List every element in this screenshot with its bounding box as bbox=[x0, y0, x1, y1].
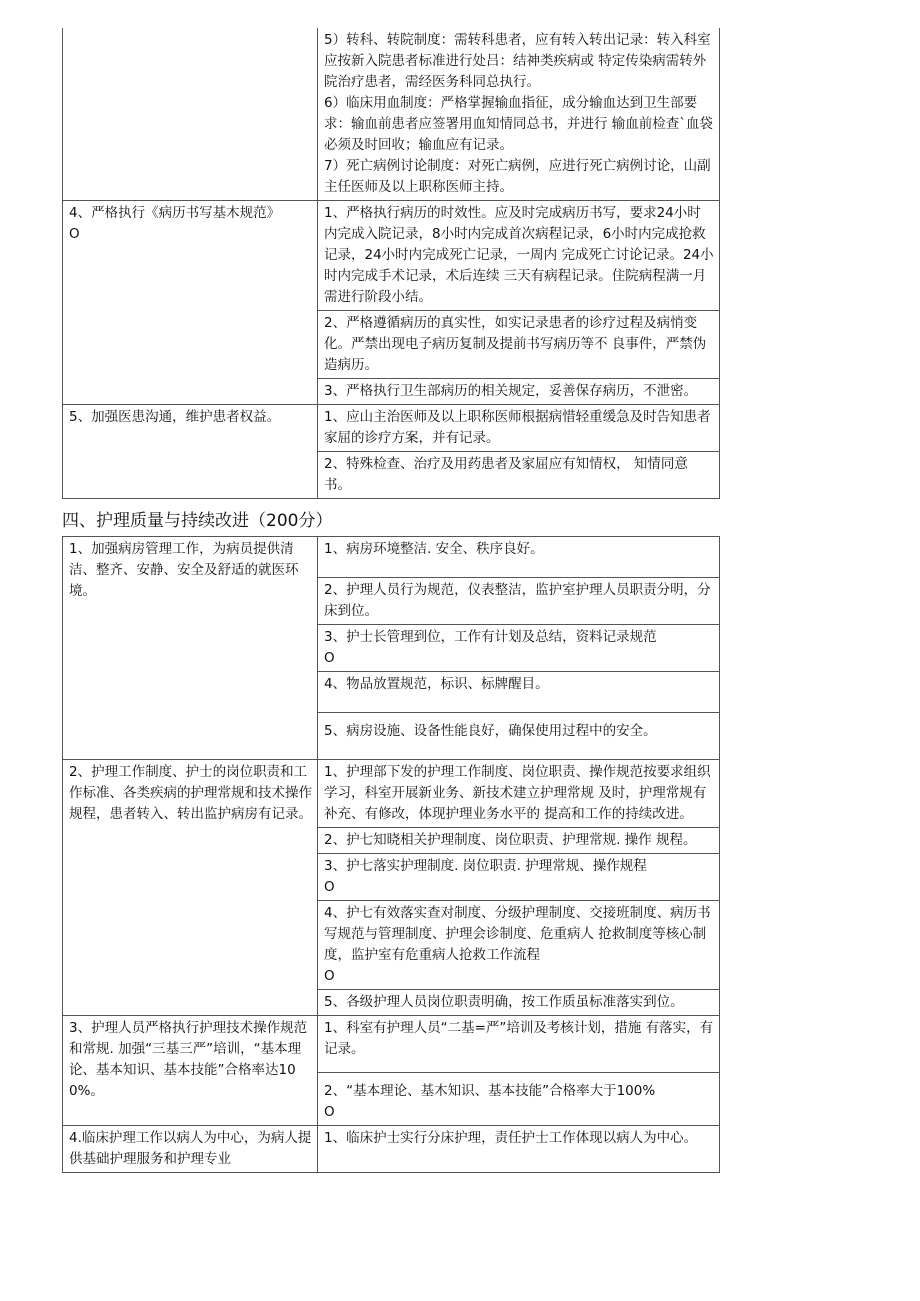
criterion-cell bbox=[63, 28, 318, 201]
detail-cell: 1、科室有护理人员“二基=严”培训及考核计划，措施 有落实，有记录。 bbox=[318, 1016, 720, 1073]
detail-cell: 1、临床护士实行分床护理，责任护士工作体现以病人为中心。 bbox=[318, 1126, 720, 1173]
evaluation-table-lower bbox=[62, 536, 720, 1173]
detail-cell: 3、护七落实护理制度. 岗位职责. 护理常规、操作规程 O bbox=[318, 854, 720, 901]
detail-cell: 4、物品放置规范，标识、标牌醒目。 bbox=[318, 672, 720, 713]
criterion-cell: 1、加强病房管理工作，为病员提供清洁、整齐、安静、安全及舒适的就医环境。 bbox=[63, 537, 318, 760]
criterion-cell: 4.临床护理工作以病人为中心，为病人提供基础护理服务和护理专业 bbox=[63, 1126, 318, 1173]
table-row bbox=[63, 201, 720, 311]
detail-cell: 2、“基本理论、基木知识、基本技能”合格率大于100% O bbox=[318, 1073, 720, 1126]
detail-cell: 5）转科、转院制度：需转科患者，应有转入转出记录：转入科室应按新入院患者标准进行处吕：结神类疾病或 特定传染病需转外院治疗患者，需经医务科同总执行。 6）临床用血制度：严格掌握输血指征，成分输血达到卫生部要求：输血前患者应签署用血知情同总书，并进行 输血前检查`血袋必须及时回收；输血应有记录。 7）死亡病例讨论制度：对死亡病例，应进行死亡病例讨论，山副主任医师及以上职称医师主持。 bbox=[318, 28, 720, 201]
table-row bbox=[63, 1126, 720, 1173]
detail-cell: 2、特殊检查、治疗及用药患者及家屈应有知情权， 知情同意书。 bbox=[318, 452, 720, 499]
detail-cell: 1、病房环境整洁. 安全、秩序良好。 bbox=[318, 537, 720, 578]
table-row bbox=[63, 28, 720, 201]
detail-cell: 2、护七知晓相关护理制度、岗位职责、护理常规. 操作 规程。 bbox=[318, 828, 720, 854]
detail-cell: 4、护七有效落实查对制度、分级护理制度、交接班制度、病历书写规范与管理制度、护理会诊制度、危重病人 抢救制度等核心制度，监护室有危重病人抢救工作流程 O bbox=[318, 901, 720, 990]
detail-cell: 5、各级护理人员岗位职责明确，按工作质虽标准落实到位。 bbox=[318, 990, 720, 1016]
criterion-cell: 4、严格执行《病历书写基木规范》 O bbox=[63, 201, 318, 405]
detail-cell: 3、护士长管理到位，工作有计划及总结，资料记录规范 O bbox=[318, 625, 720, 672]
detail-cell: 2、严格遵循病历的真实性，如实记录患者的诊疗过程及病悄变化。严禁出现电子病历复制及提前书写病历等不 良事件，严禁伪造病历。 bbox=[318, 311, 720, 379]
table-row bbox=[63, 537, 720, 578]
evaluation-table-upper bbox=[62, 28, 720, 499]
detail-cell: 1、应山主治医师及以上职称医师根据病惜轻重缓急及时告知患者家屈的诊疗方案，并有记录。 bbox=[318, 405, 720, 452]
detail-cell: 1、严格执行病历的时效性。应及时完成病历书写，要求24小时内完成入院记录，8小时内完成首次病程记录，6小时内完成抢救记录，24小时内完成死亡记录，一周内 完成死亡讨论记录。24小时内完成手术记录，术后连续 三天有病程记录。住院病程满一月需进行阶段小结。 bbox=[318, 201, 720, 311]
criterion-cell: 2、护理工作制度、护士的岗位职责和工作标准、各类疾病的护理常规和技术操作规程，患者转入、转出监护病房有记录。 bbox=[63, 760, 318, 1016]
detail-cell: 5、病房设施、设备性能良好，确保使用过程中的安全。 bbox=[318, 713, 720, 760]
section-heading: 四、护理质量与持续改进（200分） bbox=[62, 511, 333, 531]
detail-cell: 2、护理人员行为规范，仪表整洁，监护室护理人员职责分明，分床到位。 bbox=[318, 578, 720, 625]
detail-cell: 3、严格执行卫生部病历的相关规定，妥善保存病历，不泄密。 bbox=[318, 379, 720, 405]
criterion-cell: 5、加强医患沟通，维护患者权益。 bbox=[63, 405, 318, 499]
table-row bbox=[63, 1016, 720, 1073]
table-row bbox=[63, 760, 720, 828]
table-row bbox=[63, 405, 720, 452]
detail-cell: 1、护理部下发的护理工作制度、岗位职责、操作规范按要求组织学习，科室开展新业务、新技术建立护理常规 及时，护理常规有补充、有修改，体现护理业务水平的 提高和工作的持续改进。 bbox=[318, 760, 720, 828]
criterion-cell: 3、护理人员严格执行护理技术操作规范和常规. 加强“三基三严”培训，“基本理论、基本知识、基本技能”合格率达100%。 bbox=[63, 1016, 318, 1126]
